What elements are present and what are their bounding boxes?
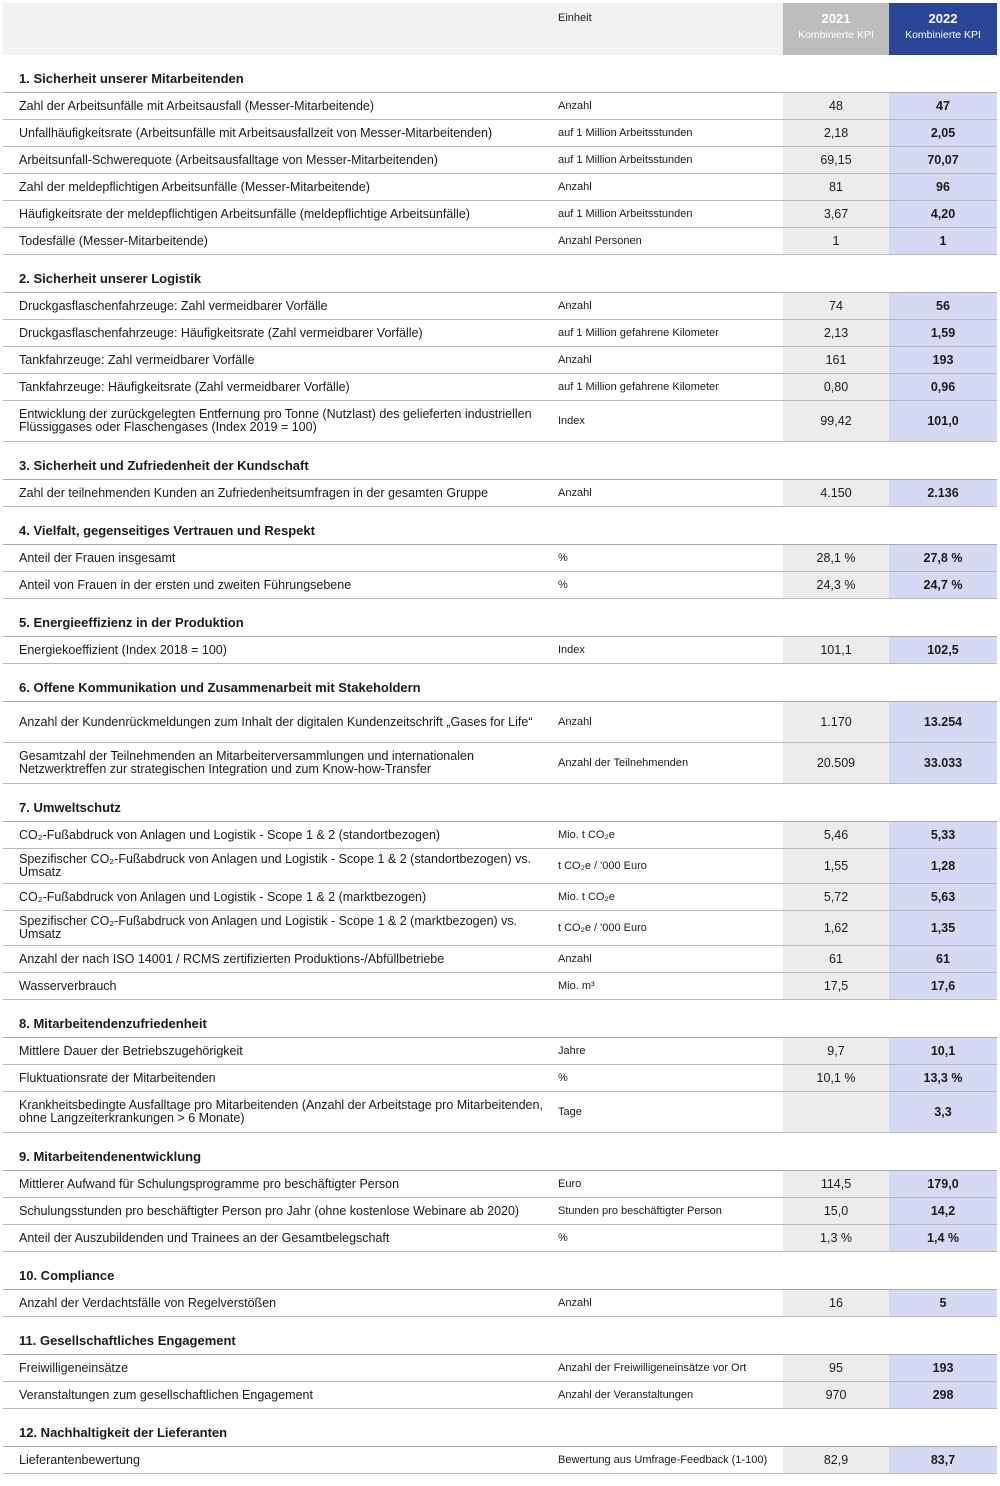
kpi-unit: t CO₂e / '000 Euro <box>558 860 647 872</box>
value-2021: 15,0 <box>783 1198 889 1224</box>
table-row <box>3 347 997 374</box>
kpi-label: Energiekoeffizient (Index 2018 = 100) <box>19 642 227 657</box>
kpi-label: Druckgasflaschenfahrzeuge: Zahl vermeidbarer Vorfälle <box>19 298 328 313</box>
value-2021: 81 <box>783 174 889 200</box>
kpi-label: Todesfälle (Messer-Mitarbeitende) <box>19 233 208 248</box>
value-2021: 114,5 <box>783 1171 889 1197</box>
section-title <box>3 255 997 293</box>
section-title-text: 7. Umweltschutz <box>19 800 121 815</box>
kpi-label: Schulungsstunden pro beschäftigter Person pro Jahr (ohne kostenlose Webinare ab 2020) <box>19 1203 520 1218</box>
value-2021 <box>783 1092 889 1132</box>
table-row <box>3 572 997 599</box>
value-2022: 33.033 <box>889 743 997 783</box>
value-2022: 56 <box>889 293 997 319</box>
kpi-label: Anteil der Frauen insgesamt <box>19 550 176 565</box>
value-2022: 10,1 <box>889 1038 997 1064</box>
column-header-2021 <box>783 3 889 55</box>
value-2022: 1,28 <box>889 849 997 883</box>
section-title-text: 2. Sicherheit unserer Logistik <box>19 271 202 286</box>
value-2022: 1,4 % <box>889 1225 997 1251</box>
value-2021: 161 <box>783 347 889 373</box>
value-2021: 99,42 <box>783 401 889 441</box>
table-row <box>3 120 997 147</box>
value-2021: 16 <box>783 1290 889 1316</box>
table-row <box>3 401 997 442</box>
table-row <box>3 201 997 228</box>
kpi-label: Mittlere Dauer der Betriebszugehörigkeit <box>19 1043 243 1058</box>
value-2021: 2,18 <box>783 120 889 146</box>
kpi-unit: Anzahl Personen <box>558 235 642 247</box>
section-title <box>3 1317 997 1355</box>
section-title-text: 3. Sicherheit und Zufriedenheit der Kundschaft <box>19 458 309 473</box>
section-title <box>3 664 997 702</box>
kpi-label: Häufigkeitsrate der meldepflichtigen Arbeitsunfälle (meldepflichtige Arbeitsunfälle) <box>19 206 470 221</box>
table-row <box>3 1382 997 1409</box>
table-row <box>3 228 997 255</box>
section-title-text: 1. Sicherheit unserer Mitarbeitenden <box>19 71 244 86</box>
kpi-unit: Anzahl der Teilnehmenden <box>558 757 689 769</box>
section-title <box>3 1000 997 1038</box>
table-row <box>3 1198 997 1225</box>
table-row <box>3 147 997 174</box>
value-2021: 24,3 % <box>783 572 889 598</box>
kpi-unit: Anzahl der Freiwilligeneinsätze vor Ort <box>558 1362 747 1374</box>
value-2021: 69,15 <box>783 147 889 173</box>
kpi-table <box>3 3 997 1474</box>
section-title <box>3 507 997 545</box>
section-title <box>3 55 997 93</box>
kpi-label: Entwicklung der zurückgelegten Entfernung pro Tonne (Nutzlast) des gelieferten industriellen Flüssiggases oder Flaschengases (Index 2019 = 100) <box>19 407 532 434</box>
kpi-unit: t CO₂e / '000 Euro <box>558 922 647 934</box>
table-row <box>3 93 997 120</box>
table-row <box>3 293 997 320</box>
table-row <box>3 637 997 664</box>
kpi-label: Spezifischer CO₂-Fußabdruck von Anlagen und Logistik - Scope 1 & 2 (standortbezogen) vs. Umsatz <box>19 852 532 879</box>
value-2022: 27,8 % <box>889 545 997 571</box>
section-title <box>3 599 997 637</box>
kpi-unit: auf 1 Million Arbeitsstunden <box>558 154 693 166</box>
value-2022: 5,63 <box>889 884 997 910</box>
kpi-unit: Jahre <box>558 1045 586 1057</box>
kpi-sections <box>3 55 997 1474</box>
value-2021: 0,80 <box>783 374 889 400</box>
table-row <box>3 174 997 201</box>
value-2021: 1 <box>783 228 889 254</box>
table-row <box>3 1038 997 1065</box>
section-title <box>3 1409 997 1447</box>
table-row <box>3 702 997 743</box>
value-2021: 17,5 <box>783 973 889 999</box>
kpi-unit: Mio. t CO₂e <box>558 891 615 903</box>
kpi-label: Anzahl der nach ISO 14001 / RCMS zertifizierten Produktions-/Abfüllbetriebe <box>19 951 445 966</box>
table-row <box>3 320 997 347</box>
table-row <box>3 946 997 973</box>
value-2021: 9,7 <box>783 1038 889 1064</box>
value-2021: 1,62 <box>783 911 889 945</box>
value-2022: 5,33 <box>889 822 997 848</box>
kpi-label: Fluktuationsrate der Mitarbeitenden <box>19 1070 216 1085</box>
value-2021: 10,1 % <box>783 1065 889 1091</box>
kpi-unit: Euro <box>558 1178 582 1190</box>
value-2021: 20.509 <box>783 743 889 783</box>
kpi-label: Zahl der Arbeitsunfälle mit Arbeitsausfall (Messer-Mitarbeitende) <box>19 98 375 113</box>
value-2022: 5 <box>889 1290 997 1316</box>
kpi-label: Freiwilligeneinsätze <box>19 1360 129 1375</box>
kpi-unit: Anzahl <box>558 300 592 312</box>
kpi-unit: % <box>558 1072 568 1084</box>
kpi-unit: Mio. m³ <box>558 980 595 992</box>
kpi-label: Wasserverbrauch <box>19 978 117 993</box>
kpi-label: Spezifischer CO₂-Fußabdruck von Anlagen und Logistik - Scope 1 & 2 (marktbezogen) vs. Umsatz <box>19 914 518 941</box>
table-row <box>3 884 997 911</box>
value-2022: 193 <box>889 347 997 373</box>
value-2022: 61 <box>889 946 997 972</box>
kpi-label: Arbeitsunfall-Schwerequote (Arbeitsausfalltage von Messer-Mitarbeitenden) <box>19 152 438 167</box>
table-row <box>3 911 997 946</box>
value-2021: 28,1 % <box>783 545 889 571</box>
table-row <box>3 1065 997 1092</box>
kpi-unit: Anzahl <box>558 1297 592 1309</box>
kpi-label: CO₂-Fußabdruck von Anlagen und Logistik - Scope 1 & 2 (standortbezogen) <box>19 827 441 842</box>
value-2022: 179,0 <box>889 1171 997 1197</box>
kpi-label: Anteil der Auszubildenden und Trainees an der Gesamtbelegschaft <box>19 1230 390 1245</box>
kpi-unit: Stunden pro beschäftigter Person <box>558 1205 722 1217</box>
kpi-unit: Mio. t CO₂e <box>558 829 615 841</box>
kpi-label: Zahl der meldepflichtigen Arbeitsunfälle (Messer-Mitarbeitende) <box>19 179 370 194</box>
kpi-unit: % <box>558 1232 568 1244</box>
value-2022: 102,5 <box>889 637 997 663</box>
value-2021: 2,13 <box>783 320 889 346</box>
value-2022: 70,07 <box>889 147 997 173</box>
kpi-unit: % <box>558 552 568 564</box>
section-title-text: 11. Gesellschaftliches Engagement <box>19 1333 236 1348</box>
kpi-label: Anzahl der Verdachtsfälle von Regelverstößen <box>19 1295 277 1310</box>
table-row <box>3 480 997 507</box>
column-2022-year: 2022 <box>928 11 958 26</box>
section-title-text: 10. Compliance <box>19 1268 115 1283</box>
value-2022: 47 <box>889 93 997 119</box>
kpi-label: CO₂-Fußabdruck von Anlagen und Logistik - Scope 1 & 2 (marktbezogen) <box>19 889 427 904</box>
section-title-text: 4. Vielfalt, gegenseitiges Vertrauen und Respekt <box>19 523 315 538</box>
table-row <box>3 1290 997 1317</box>
value-2022: 2,05 <box>889 120 997 146</box>
kpi-label: Druckgasflaschenfahrzeuge: Häufigkeitsrate (Zahl vermeidbarer Vorfälle) <box>19 325 423 340</box>
column-2021-subtitle: Kombinierte KPI <box>798 29 874 41</box>
value-2021: 61 <box>783 946 889 972</box>
kpi-label: Anteil von Frauen in der ersten und zweiten Führungsebene <box>19 577 352 592</box>
kpi-label: Mittlerer Aufwand für Schulungsprogramme pro beschäftigter Person <box>19 1176 400 1191</box>
value-2021: 48 <box>783 93 889 119</box>
kpi-label: Anzahl der Kundenrückmeldungen zum Inhalt der digitalen Kundenzeitschrift „Gases for Life“ <box>19 714 533 729</box>
table-row <box>3 545 997 572</box>
value-2021: 1,55 <box>783 849 889 883</box>
kpi-unit: Anzahl <box>558 716 592 728</box>
value-2022: 101,0 <box>889 401 997 441</box>
table-row <box>3 1171 997 1198</box>
table-row <box>3 743 997 784</box>
kpi-unit: auf 1 Million gefahrene Kilometer <box>558 381 719 393</box>
value-2022: 83,7 <box>889 1447 997 1473</box>
section-title-text: 9. Mitarbeitendenentwicklung <box>19 1149 202 1164</box>
value-2022: 13.254 <box>889 702 997 742</box>
kpi-label: Lieferantenbewertung <box>19 1452 140 1467</box>
table-row <box>3 1092 997 1133</box>
value-2022: 1,35 <box>889 911 997 945</box>
value-2022: 1 <box>889 228 997 254</box>
table-row <box>3 1447 997 1474</box>
value-2022: 298 <box>889 1382 997 1408</box>
kpi-label: Tankfahrzeuge: Häufigkeitsrate (Zahl vermeidbarer Vorfälle) <box>19 379 350 394</box>
table-header <box>3 3 997 55</box>
value-2022: 14,2 <box>889 1198 997 1224</box>
kpi-unit: Index <box>558 644 585 656</box>
kpi-unit: Anzahl <box>558 487 592 499</box>
unit-column-header: Einheit <box>558 12 592 24</box>
section-title <box>3 1252 997 1290</box>
section-title-text: 6. Offene Kommunikation und Zusammenarbeit mit Stakeholdern <box>19 680 421 695</box>
value-2022: 0,96 <box>889 374 997 400</box>
section-title <box>3 784 997 822</box>
kpi-label: Gesamtzahl der Teilnehmenden an Mitarbeiterversammlungen und internationalen Netzwerktreffen zur strategischen Integration und zum Know-how-Transfer <box>19 749 474 776</box>
value-2021: 1.170 <box>783 702 889 742</box>
kpi-unit: auf 1 Million Arbeitsstunden <box>558 208 693 220</box>
value-2021: 74 <box>783 293 889 319</box>
kpi-label: Krankheitsbedingte Ausfalltage pro Mitarbeitenden (Anzahl der Arbeitstage pro Mitarbeitenden, ohne Langzeiterkrankungen > 6 Monate) <box>19 1098 543 1125</box>
kpi-unit: Anzahl <box>558 354 592 366</box>
value-2021: 82,9 <box>783 1447 889 1473</box>
section-title-text: 8. Mitarbeitendenzufriedenheit <box>19 1016 207 1031</box>
table-row <box>3 1225 997 1252</box>
kpi-label: Tankfahrzeuge: Zahl vermeidbarer Vorfälle <box>19 352 255 367</box>
kpi-unit: Anzahl der Veranstaltungen <box>558 1389 694 1401</box>
value-2021: 101,1 <box>783 637 889 663</box>
value-2021: 95 <box>783 1355 889 1381</box>
table-row <box>3 973 997 1000</box>
value-2022: 3,3 <box>889 1092 997 1132</box>
value-2021: 3,67 <box>783 201 889 227</box>
value-2022: 193 <box>889 1355 997 1381</box>
value-2022: 1,59 <box>889 320 997 346</box>
table-row <box>3 374 997 401</box>
table-row <box>3 849 997 884</box>
kpi-label: Zahl der teilnehmenden Kunden an Zufriedenheitsumfragen in der gesamten Gruppe <box>19 485 489 500</box>
kpi-unit: auf 1 Million gefahrene Kilometer <box>558 327 719 339</box>
value-2022: 96 <box>889 174 997 200</box>
kpi-label: Unfallhäufigkeitsrate (Arbeitsunfälle mit Arbeitsausfallzeit von Messer-Mitarbeitenden) <box>19 125 493 140</box>
kpi-unit: Anzahl <box>558 181 592 193</box>
section-title <box>3 442 997 480</box>
table-row <box>3 822 997 849</box>
section-title-text: 5. Energieeffizienz in der Produktion <box>19 615 244 630</box>
value-2022: 13,3 % <box>889 1065 997 1091</box>
kpi-unit: auf 1 Million Arbeitsstunden <box>558 127 693 139</box>
value-2022: 2.136 <box>889 480 997 506</box>
kpi-unit: Anzahl <box>558 953 592 965</box>
kpi-unit: Tage <box>558 1106 582 1118</box>
kpi-label: Veranstaltungen zum gesellschaftlichen Engagement <box>19 1387 313 1402</box>
value-2022: 24,7 % <box>889 572 997 598</box>
table-row <box>3 1355 997 1382</box>
value-2022: 4,20 <box>889 201 997 227</box>
value-2021: 5,72 <box>783 884 889 910</box>
value-2022: 17,6 <box>889 973 997 999</box>
value-2021: 5,46 <box>783 822 889 848</box>
section-title <box>3 1133 997 1171</box>
value-2021: 4.150 <box>783 480 889 506</box>
section-title-text: 12. Nachhaltigkeit der Lieferanten <box>19 1425 228 1440</box>
kpi-unit: Index <box>558 415 585 427</box>
column-2021-year: 2021 <box>821 11 851 26</box>
column-2022-subtitle: Kombinierte KPI <box>905 29 981 41</box>
column-header-2022 <box>889 3 997 55</box>
kpi-unit: % <box>558 579 568 591</box>
value-2021: 970 <box>783 1382 889 1408</box>
kpi-unit: Anzahl <box>558 100 592 112</box>
kpi-unit: Bewertung aus Umfrage-Feedback (1-100) <box>558 1454 768 1466</box>
value-2021: 1,3 % <box>783 1225 889 1251</box>
